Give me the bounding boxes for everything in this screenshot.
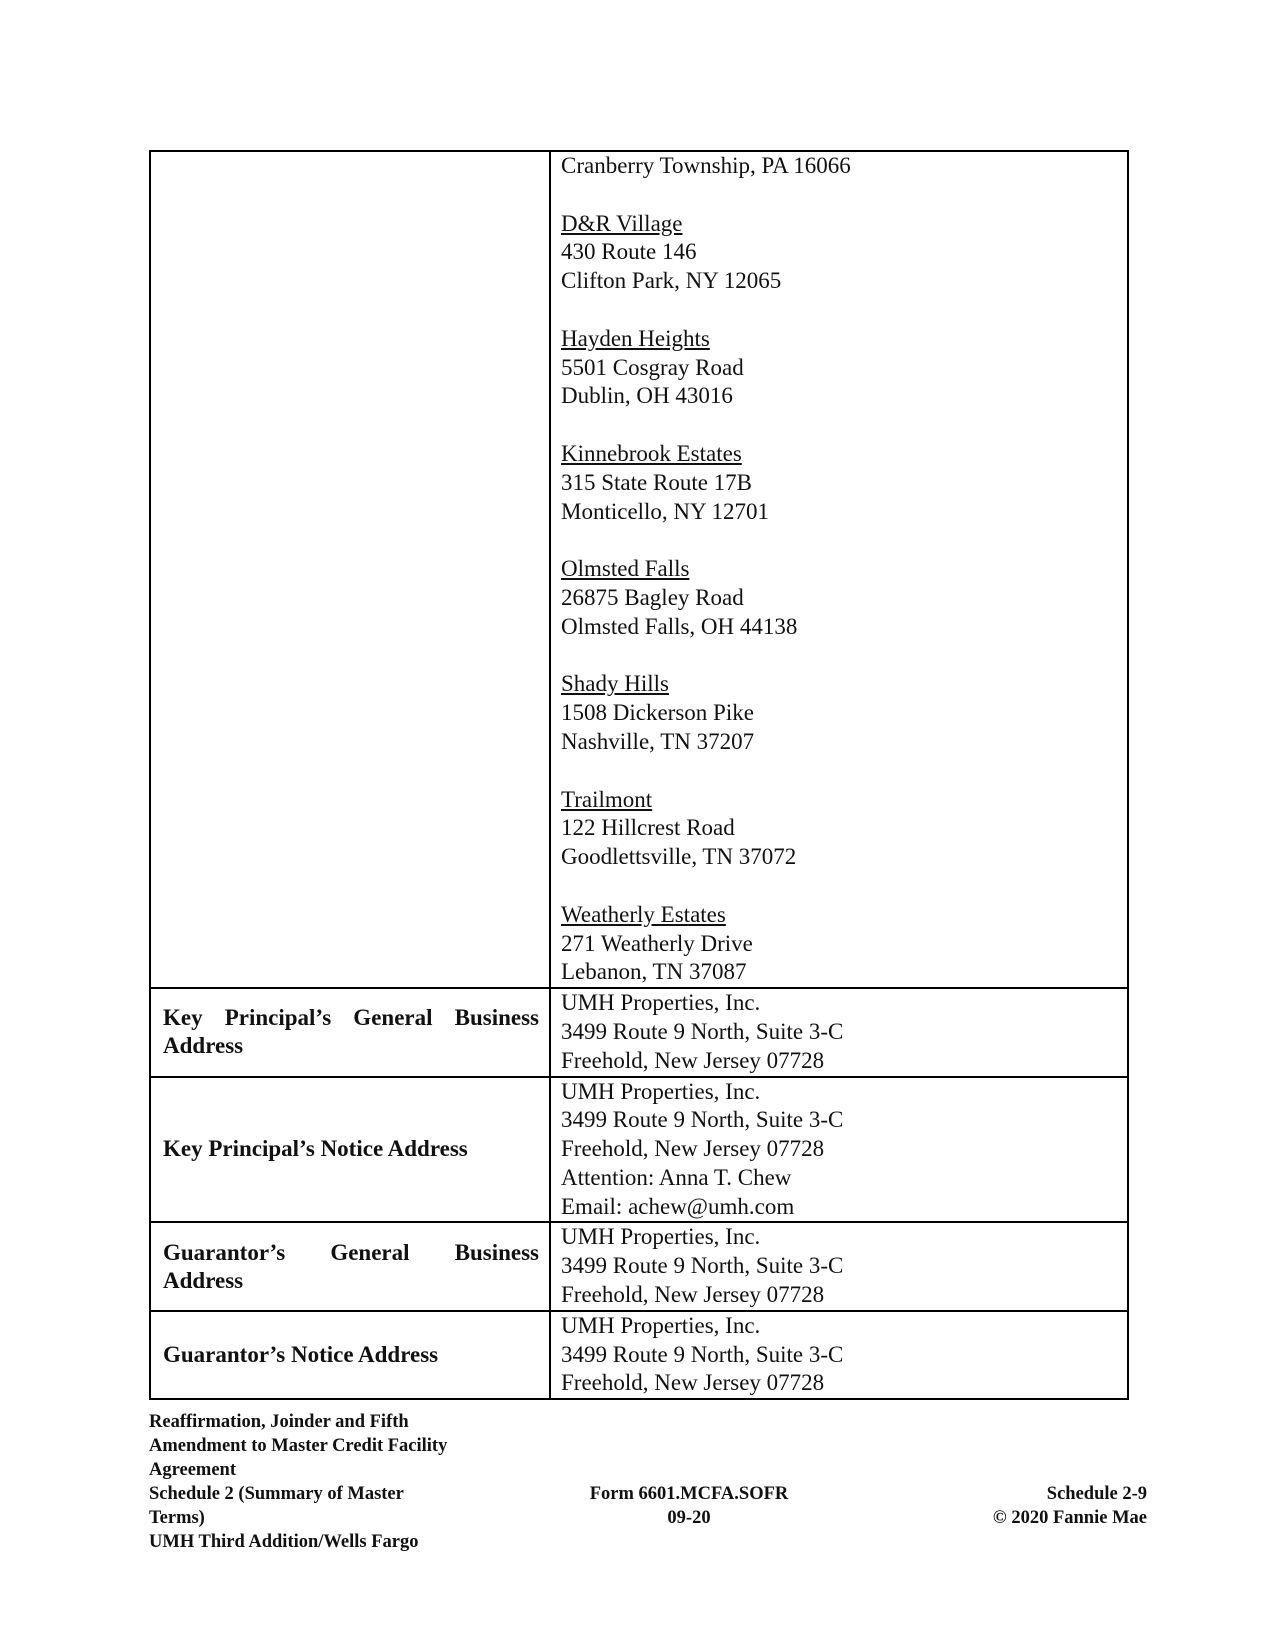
address-line: Freehold, New Jersey 07728 <box>561 1047 825 1073</box>
property-name: D&R Village <box>561 210 683 236</box>
property-entry <box>561 181 1117 296</box>
guarantor-general-address-label: Guarantor’s General Business Address <box>150 1222 550 1310</box>
label-cell-empty <box>150 151 550 988</box>
address-line: 3499 Route 9 North, Suite 3-C <box>561 1107 844 1133</box>
table-row <box>150 1077 1128 1223</box>
guarantor-notice-address-value <box>550 1311 1128 1399</box>
property-name: Trailmont <box>561 786 653 812</box>
footer-page-number <box>887 1482 1147 1530</box>
property-city: Goodlettsville, TN 37072 <box>561 844 797 870</box>
address-line: 3499 Route 9 North, Suite 3-C <box>561 1341 844 1367</box>
property-entry <box>561 526 1117 641</box>
key-principal-general-address-value <box>550 988 1128 1076</box>
property-city: Clifton Park, NY 12065 <box>561 268 782 294</box>
property-name: Hayden Heights <box>561 325 710 351</box>
property-street: 315 State Route 17B <box>561 469 753 495</box>
address-line: Freehold, New Jersey 07728 <box>561 1282 825 1308</box>
guarantor-notice-address-label: Guarantor’s Notice Address <box>150 1311 550 1399</box>
property-street: 1508 Dickerson Pike <box>561 700 754 726</box>
address-line: UMH Properties, Inc. <box>561 1078 761 1104</box>
property-entry <box>561 296 1117 411</box>
footer-line: Amendment to Master Credit Facility <box>149 1436 448 1456</box>
key-principal-notice-address-label: Key Principal’s Notice Address <box>150 1077 550 1223</box>
footer-line: Reaffirmation, Joinder and Fifth <box>149 1412 409 1432</box>
footer-line: Terms) <box>149 1508 205 1528</box>
footer-line: 09-20 <box>667 1508 711 1528</box>
property-entry <box>561 872 1117 987</box>
property-entry <box>561 642 1117 757</box>
table-row <box>150 1222 1128 1310</box>
property-city: Monticello, NY 12701 <box>561 498 770 524</box>
footer-line: Schedule 2-9 <box>1046 1484 1147 1504</box>
property-street: 26875 Bagley Road <box>561 584 744 610</box>
property-name: Shady Hills <box>561 671 669 697</box>
footer-line: Agreement <box>149 1460 236 1480</box>
table-row <box>150 151 1128 988</box>
footer-form-number <box>559 1482 819 1530</box>
footer-line: UMH Third Addition/Wells Fargo <box>149 1532 419 1552</box>
address-line: UMH Properties, Inc. <box>561 1224 761 1250</box>
address-line: Freehold, New Jersey 07728 <box>561 1136 825 1162</box>
address-line: 3499 Route 9 North, Suite 3-C <box>561 1253 844 1279</box>
email-line: Email: achew@umh.com <box>561 1193 795 1219</box>
property-name: Weatherly Estates <box>561 901 726 927</box>
property-list <box>561 181 1117 987</box>
address-line: UMH Properties, Inc. <box>561 990 761 1016</box>
lead-line: Cranberry Township, PA 16066 <box>561 153 851 178</box>
property-entry <box>561 411 1117 526</box>
table-row <box>150 1311 1128 1399</box>
property-name: Olmsted Falls <box>561 556 690 582</box>
property-name: Kinnebrook Estates <box>561 440 742 466</box>
footer-line: © 2020 Fannie Mae <box>992 1508 1147 1528</box>
property-city: Dublin, OH 43016 <box>561 383 733 409</box>
guarantor-general-address-value <box>550 1222 1128 1310</box>
property-street: 5501 Cosgray Road <box>561 354 744 380</box>
address-line: UMH Properties, Inc. <box>561 1312 761 1338</box>
table-row <box>150 988 1128 1076</box>
address-line: 3499 Route 9 North, Suite 3-C <box>561 1018 844 1044</box>
property-street: 430 Route 146 <box>561 239 697 265</box>
property-entry <box>561 757 1117 872</box>
property-city: Olmsted Falls, OH 44138 <box>561 613 798 639</box>
property-street: 122 Hillcrest Road <box>561 815 735 841</box>
footer-document-title <box>149 1410 489 1554</box>
key-principal-notice-address-value <box>550 1077 1128 1223</box>
property-street: 271 Weatherly Drive <box>561 930 753 956</box>
property-city: Nashville, TN 37207 <box>561 728 755 754</box>
key-principal-general-address-label: Key Principal’s General Business Address <box>150 988 550 1076</box>
address-line: Freehold, New Jersey 07728 <box>561 1370 825 1396</box>
property-addresses-cell <box>550 151 1128 988</box>
footer-line: Form 6601.MCFA.SOFR <box>589 1484 789 1504</box>
master-terms-table <box>149 150 1129 1400</box>
property-city: Lebanon, TN 37087 <box>561 959 747 985</box>
attention-line: Attention: Anna T. Chew <box>561 1164 792 1190</box>
footer-line: Schedule 2 (Summary of Master <box>149 1484 404 1504</box>
